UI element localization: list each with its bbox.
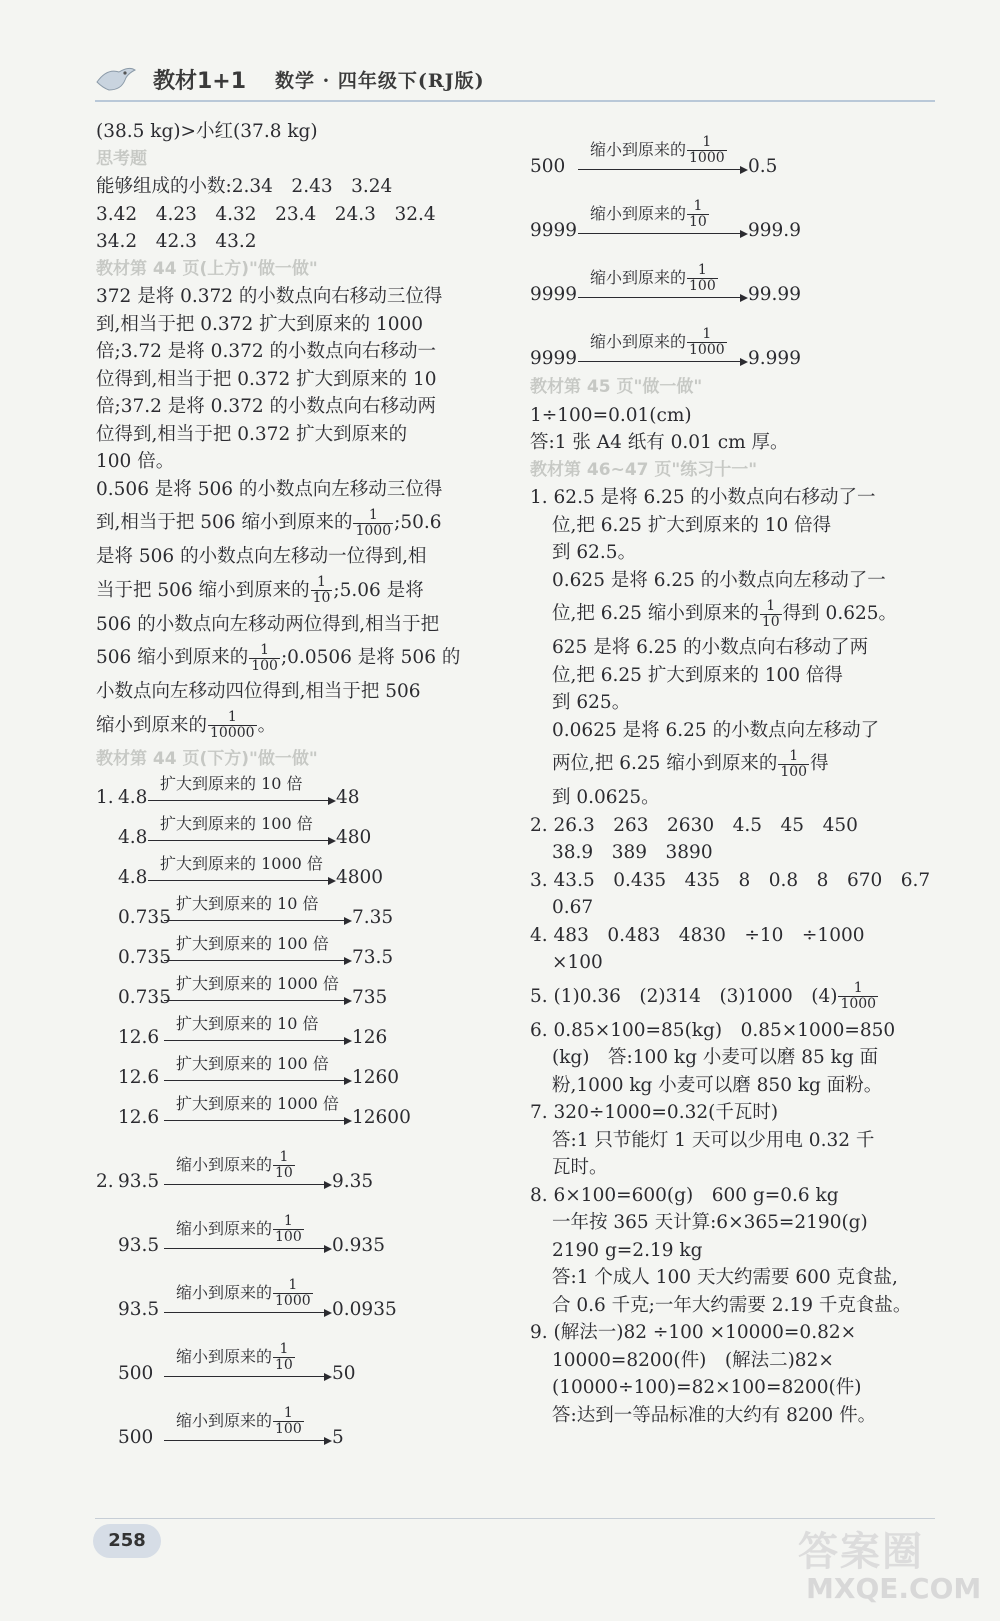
arrow-head-icon [324, 1373, 332, 1381]
arrow-row [530, 182, 942, 246]
text-line: 答:1 个成人 100 天大约需要 600 克食盐, [552, 1267, 898, 1288]
text: ;50.6 [394, 512, 442, 533]
arrow-head-icon [344, 1077, 352, 1085]
text: 位,把 6.25 缩小到原来的 [552, 603, 759, 624]
arrow-line [164, 1120, 344, 1121]
arrow-label [176, 1406, 305, 1437]
arrow-label [590, 327, 728, 358]
arrow-from-value: 500 [530, 155, 566, 177]
arrow-row [96, 933, 508, 973]
arrow-from-value: 4.8 [118, 786, 148, 808]
arrow-from-value: 12.6 [118, 1026, 160, 1048]
section-heading: 教材第 44 页(下方)"做一做" [96, 748, 318, 769]
arrow-from-value: 93.5 [118, 1170, 160, 1192]
section-heading: 教材第 45 页"做一做" [530, 377, 703, 397]
arrow-label-text: 缩小到原来的 [590, 140, 687, 159]
arrow-label-text: 缩小到原来的 [590, 332, 687, 351]
text-line: 答:1 张 A4 纸有 0.01 cm 厚。 [530, 432, 789, 453]
enlarge-arrow-list [96, 773, 508, 1133]
fraction [687, 263, 718, 294]
arrow-from-value: 93.5 [118, 1298, 160, 1320]
text-line: 瓦时。 [552, 1157, 608, 1178]
paragraph [96, 283, 508, 476]
arrow-from-value: 0.735 [118, 906, 171, 928]
brand-title: 教材1+1 [153, 69, 247, 94]
text-line: 是将 506 的小数点向左移动一位得到,相 [96, 546, 427, 567]
arrow-row [96, 1261, 508, 1325]
arrow-line [578, 361, 740, 362]
arrow-line [164, 960, 344, 961]
arrow-label [160, 850, 323, 878]
text-line-with-fraction [96, 503, 508, 543]
text-line: 倍;37.2 是将 0.372 的小数点向右移动两 [96, 396, 437, 417]
denominator: 10 [275, 1165, 293, 1181]
fraction: $\frac{1}{10}$ [312, 574, 331, 606]
text-line: 能够组成的小数:2.34 2.43 3.24 [96, 176, 393, 197]
arrow-line [578, 169, 740, 170]
arrow-head-icon [344, 957, 352, 965]
denominator: 1000 [689, 342, 725, 358]
arrow-head-icon [324, 1181, 332, 1189]
fraction [273, 1342, 295, 1373]
numerator: 1 [273, 1150, 295, 1166]
text-line: 2. 26.3 263 2630 4.5 45 450 [530, 814, 858, 836]
text: ;0.0506 是将 506 的 [280, 647, 461, 668]
arrow-to-value: 48 [336, 786, 360, 808]
arrow-label [590, 199, 710, 230]
arrow-to-value: 126 [352, 1026, 388, 1048]
arrow-label-text: 扩大到原来的 1000 倍 [176, 1093, 339, 1113]
arrow-head-icon [740, 230, 748, 238]
arrow-label-text: 扩大到原来的 10 倍 [160, 773, 303, 793]
fraction [273, 1150, 295, 1181]
text-line-with-fraction [530, 977, 942, 1017]
arrow-row [96, 1133, 508, 1197]
numerator: 1 [687, 199, 709, 215]
arrow-row [96, 813, 508, 853]
arrow-label-text: 缩小到原来的 [176, 1283, 273, 1302]
arrow-to-value: 4800 [336, 866, 384, 888]
text: 得 [810, 753, 829, 774]
arrow-label [176, 1342, 296, 1373]
arrow-label-text: 缩小到原来的 [590, 204, 687, 223]
arrow-row [530, 310, 942, 374]
arrow-head-icon [740, 358, 748, 366]
arrow-line [148, 840, 328, 841]
arrow-head-icon [344, 917, 352, 925]
arrow-from-value: 12.6 [118, 1106, 160, 1128]
text-line: 10000=8200(件) (解法二)82× [552, 1349, 834, 1371]
arrow-to-value: 0.935 [332, 1234, 385, 1256]
fraction [687, 199, 709, 230]
denominator: 100 [689, 278, 716, 294]
arrow-from-value: 12.6 [118, 1066, 160, 1088]
arrow-row [530, 118, 942, 182]
arrow-from-value: 9999 [530, 219, 578, 241]
section-heading: 教材第 44 页(上方)"做一做" [96, 258, 318, 279]
arrow-label-text: 扩大到原来的 1000 倍 [160, 853, 323, 873]
text-line: 位,把 6.25 扩大到原来的 100 倍得 [552, 664, 843, 686]
arrow-row [96, 1053, 508, 1093]
arrow-from-value: 93.5 [118, 1234, 160, 1256]
text: 得到 0.625。 [782, 603, 898, 624]
numerator: 1 [687, 135, 727, 151]
arrow-label-text: 缩小到原来的 [176, 1219, 273, 1238]
arrow-head-icon [344, 1037, 352, 1045]
arrow-head-icon [328, 877, 336, 885]
arrow-head-icon [324, 1309, 332, 1317]
text-line: 位,把 6.25 扩大到原来的 10 倍得 [552, 514, 832, 536]
arrow-head-icon [328, 837, 336, 845]
arrow-line [164, 920, 344, 921]
arrow-head-icon [324, 1245, 332, 1253]
arrow-row [96, 973, 508, 1013]
text-line: 倍;3.72 是将 0.372 的小数点向右移动一 [96, 341, 437, 362]
text-line: 100 倍。 [96, 451, 175, 472]
fraction [687, 327, 727, 358]
text-line: 到,相当于把 0.372 扩大到原来的 1000 [96, 313, 424, 335]
section-heading: 教材第 46~47 页"练习十一" [530, 459, 758, 480]
text: 两位,把 6.25 缩小到原来的 [552, 753, 778, 774]
arrow-label-text: 扩大到原来的 1000 倍 [176, 973, 339, 993]
fraction: $\frac{1}{10000}$ [210, 709, 255, 741]
text-line: 38.9 389 3890 [552, 842, 713, 863]
arrow-head-icon [344, 997, 352, 1005]
text-line: 3. 43.5 0.435 435 8 0.8 8 670 6.7 [530, 869, 931, 891]
arrow-from-value: 500 [118, 1362, 154, 1384]
text-line: (38.5 kg)>小红(37.8 kg) [96, 121, 318, 142]
arrow-label [160, 810, 313, 838]
arrow-label [176, 970, 339, 998]
bird-logo-icon [95, 62, 137, 96]
arrow-from-value: 0.735 [118, 986, 171, 1008]
fraction: $\frac{1}{100}$ [780, 747, 808, 780]
arrow-label [590, 135, 728, 166]
numerator: 1 [687, 263, 718, 279]
arrow-to-value: 735 [352, 986, 388, 1008]
arrow-head-icon [344, 1117, 352, 1125]
text: 当于把 506 缩小到原来的 [96, 579, 310, 601]
right-column [530, 118, 942, 1429]
text: ;5.06 是将 [333, 579, 424, 601]
numerator: 1 [687, 327, 727, 343]
arrow-label [176, 890, 319, 918]
arrow-label [176, 1050, 329, 1078]
arrow-label-text: 扩大到原来的 100 倍 [176, 1053, 329, 1073]
text-line: 7. 320÷1000=0.32(千瓦时) [530, 1102, 779, 1123]
text-line: 3.42 4.23 4.32 23.4 24.3 32.4 [96, 203, 436, 225]
text-line: 0.67 [552, 897, 594, 918]
denominator: 10 [689, 214, 707, 230]
text-line-with-fraction [96, 571, 508, 611]
text-line: 372 是将 0.372 的小数点向右移动三位得 [96, 286, 443, 307]
arrow-label [176, 1010, 319, 1038]
text-line: 6. 0.85×100=85(kg) 0.85×1000=850 [530, 1019, 896, 1041]
text-line: ×100 [552, 952, 603, 973]
arrow-row [96, 893, 508, 933]
arrow-label [160, 770, 303, 798]
watermark-logo [790, 1520, 990, 1610]
arrow-row [530, 246, 942, 310]
arrow-row [96, 1013, 508, 1053]
arrow-label [590, 263, 719, 294]
numerator: 1 [273, 1278, 313, 1294]
fraction: $\frac{1}{10}$ [761, 597, 780, 630]
arrow-row [96, 853, 508, 893]
arrow-from-value: 500 [118, 1426, 154, 1448]
text-line-with-fraction [530, 744, 942, 784]
text-line: 625 是将 6.25 的小数点向右移动了两 [552, 637, 869, 658]
arrow-line [148, 800, 328, 801]
text: 。 [257, 714, 277, 736]
arrow-row [96, 773, 508, 813]
denominator: 10 [275, 1357, 293, 1373]
denominator: 100 [275, 1421, 302, 1437]
arrow-from-value: 9999 [530, 347, 578, 369]
book-subtitle: 数学 · 四年级下(RJ版) [275, 70, 485, 92]
text: 到,相当于把 506 缩小到原来的 [96, 512, 353, 533]
text-line: 0.506 是将 506 的小数点向左移动三位得 [96, 478, 443, 500]
text-line-with-fraction [96, 638, 508, 678]
arrow-line [164, 1440, 324, 1441]
arrow-line [164, 1376, 324, 1377]
text-line: 粉,1000 kg 小麦可以磨 850 kg 面粉。 [552, 1074, 883, 1096]
arrow-to-value: 50 [332, 1362, 356, 1384]
arrow-line [164, 1080, 344, 1081]
question-number: 2. [96, 1170, 114, 1192]
page-number: 258 [93, 1524, 161, 1558]
arrow-to-value: 7.35 [352, 906, 394, 928]
text: 缩小到原来的 [96, 714, 208, 736]
arrow-to-value: 0.0935 [332, 1298, 397, 1320]
text-line-with-fraction [530, 594, 942, 634]
arrow-row [96, 1093, 508, 1133]
text-line: 答:1 只节能灯 1 天可以少用电 0.32 千 [552, 1129, 875, 1151]
arrow-to-value: 999.9 [748, 219, 801, 241]
arrow-line [164, 1248, 324, 1249]
text-line: 34.2 42.3 43.2 [96, 231, 257, 252]
arrow-head-icon [740, 294, 748, 302]
arrow-label [176, 930, 329, 958]
shrink-arrow-list [96, 1133, 508, 1453]
arrow-line [164, 1040, 344, 1041]
footer-rule [95, 1518, 935, 1519]
arrow-label-text: 缩小到原来的 [176, 1347, 273, 1366]
question-number: 1. [96, 786, 114, 808]
text-line: (10000÷100)=82×100=8200(件) [552, 1377, 862, 1398]
arrow-label-text: 扩大到原来的 10 倍 [176, 893, 319, 913]
text-line: 1÷100=0.01(cm) [530, 404, 692, 426]
arrow-to-value: 1260 [352, 1066, 400, 1088]
text-line: 506 的小数点向左移动两位得到,相当于把 [96, 613, 440, 635]
arrow-to-value: 0.5 [748, 155, 778, 177]
arrow-label-text: 扩大到原来的 100 倍 [176, 933, 329, 953]
arrow-to-value: 73.5 [352, 946, 394, 968]
arrow-to-value: 9.999 [748, 347, 801, 369]
arrow-to-value: 480 [336, 826, 372, 848]
watermark-text: 答案圈 [798, 1529, 924, 1575]
arrow-head-icon [740, 166, 748, 174]
arrow-line [164, 1000, 344, 1001]
section-heading: 思考题 [96, 148, 147, 169]
fraction: $\frac{1}{1000}$ [355, 506, 392, 539]
arrow-to-value: 9.35 [332, 1170, 374, 1192]
numerator: 1 [273, 1406, 304, 1422]
text: 506 缩小到原来的 [96, 647, 249, 668]
arrow-label-text: 扩大到原来的 100 倍 [160, 813, 313, 833]
text-line: 4. 483 0.483 4830 ÷10 ÷1000 [530, 924, 865, 946]
arrow-line [578, 233, 740, 234]
arrow-from-value: 0.735 [118, 946, 171, 968]
arrow-label [176, 1214, 305, 1245]
arrow-line [164, 1312, 324, 1313]
fraction: $\frac{1}{100}$ [251, 641, 278, 674]
denominator: 1000 [689, 150, 725, 166]
fraction [687, 135, 727, 166]
text-line: 到 0.0625。 [552, 787, 660, 808]
arrow-label [176, 1090, 339, 1118]
text-line: 位得到,相当于把 0.372 扩大到原来的 10 [96, 368, 437, 390]
watermark-url: MXQE.COM [806, 1572, 982, 1605]
arrow-line [578, 297, 740, 298]
text: 5. (1)0.36 (2)314 (3)1000 (4) [530, 985, 838, 1007]
text-line: 到 62.5。 [552, 542, 637, 563]
arrow-row [96, 1389, 508, 1453]
fraction [273, 1278, 313, 1309]
arrow-label [176, 1278, 314, 1309]
fraction [273, 1406, 304, 1437]
numerator: 1 [273, 1342, 295, 1358]
page-header [95, 58, 935, 102]
denominator: 1000 [275, 1293, 311, 1309]
arrow-from-value: 4.8 [118, 866, 148, 888]
arrow-head-icon [328, 797, 336, 805]
shrink-arrow-list [530, 118, 942, 374]
arrow-label-text: 缩小到原来的 [590, 268, 687, 287]
fraction [273, 1214, 304, 1245]
arrow-label [176, 1150, 296, 1181]
text-line: 位得到,相当于把 0.372 扩大到原来的 [96, 423, 408, 445]
arrow-row [96, 1197, 508, 1261]
arrow-label-text: 缩小到原来的 [176, 1155, 273, 1174]
denominator: 100 [275, 1229, 302, 1245]
arrow-to-value: 12600 [352, 1106, 411, 1128]
arrow-line [164, 1184, 324, 1185]
text-line: 小数点向左移动四位得到,相当于把 506 [96, 681, 421, 702]
arrow-head-icon [324, 1437, 332, 1445]
text-line: 0.625 是将 6.25 的小数点向左移动了一 [552, 569, 886, 591]
text-line: 到 625。 [552, 692, 631, 713]
text-line: 1. 62.5 是将 6.25 的小数点向右移动了一 [530, 487, 876, 508]
left-column [96, 118, 508, 1453]
arrow-to-value: 99.99 [748, 283, 801, 305]
arrow-to-value: 5 [332, 1426, 344, 1448]
arrow-from-value: 4.8 [118, 826, 148, 848]
text-line: 0.0625 是将 6.25 的小数点向左移动了 [552, 719, 880, 741]
text-line: 合 0.6 千克;一年大约需要 2.19 千克食盐。 [552, 1294, 912, 1316]
arrow-from-value: 9999 [530, 283, 578, 305]
arrow-label-text: 缩小到原来的 [176, 1411, 273, 1430]
fraction: $\frac{1}{1000}$ [840, 980, 877, 1012]
arrow-row [96, 1325, 508, 1389]
text-line: 2190 g=2.19 kg [552, 1239, 703, 1261]
text-line: 答:达到一等品标准的大约有 8200 件。 [552, 1404, 877, 1426]
text-line-with-fraction [96, 706, 508, 746]
text-line: (kg) 答:100 kg 小麦可以磨 85 kg 面 [552, 1047, 879, 1068]
text-line: 一年按 365 天计算:6×365=2190(g) [552, 1212, 868, 1233]
text-line: 8. 6×100=600(g) 600 g=0.6 kg [530, 1184, 839, 1206]
arrow-line [148, 880, 328, 881]
text-line: 9. (解法一)82 ÷100 ×10000=0.82× [530, 1322, 857, 1343]
numerator: 1 [273, 1214, 304, 1230]
arrow-label-text: 扩大到原来的 10 倍 [176, 1013, 319, 1033]
